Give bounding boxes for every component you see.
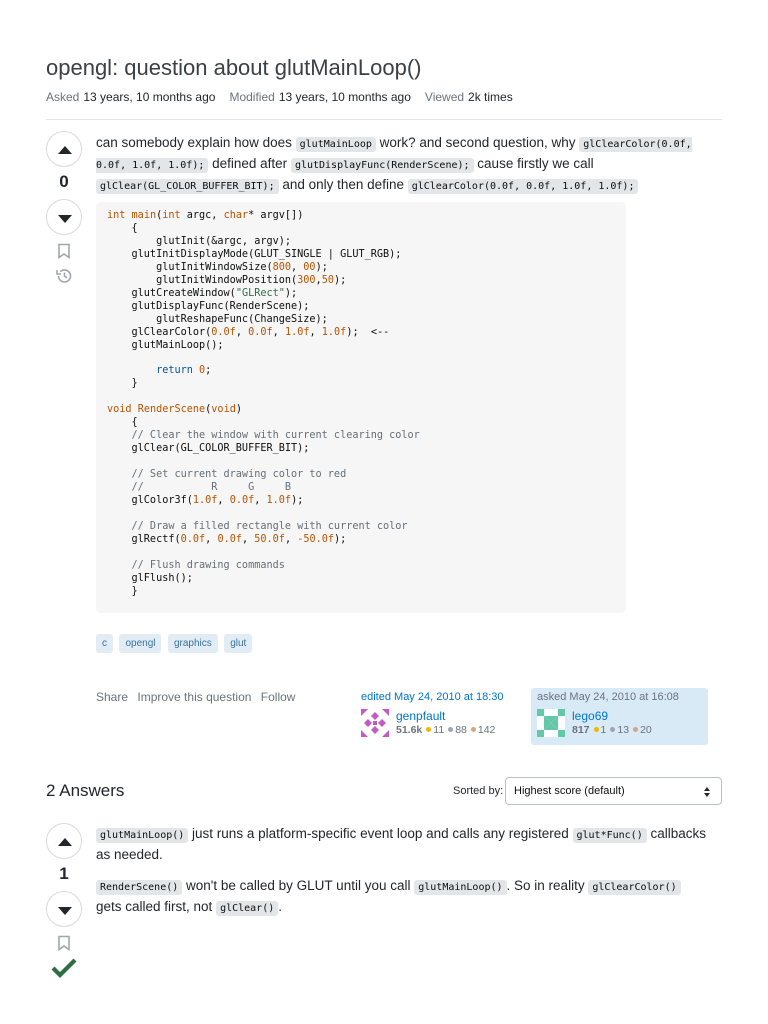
tag-list: [96, 633, 254, 653]
question-upvote-button[interactable]: [46, 131, 82, 167]
code-block: [96, 202, 626, 613]
code-line: glClearColor(0.0f, 0.0f, 1.0f, 1.0f); <--: [107, 326, 390, 338]
code-line: }: [107, 378, 138, 390]
answer-score: 1: [59, 864, 69, 883]
code-line: glutInitWindowSize(800, 00);: [107, 261, 328, 273]
code-line: glutDisplayFunc(RenderScene);: [107, 300, 310, 312]
arrow-down-icon: [57, 906, 73, 915]
code-line: {: [107, 417, 138, 429]
code-line: glutInitDisplayMode(GLUT_SINGLE | GLUT_RGB);: [107, 248, 402, 260]
inline-code: glClearColor(0.0f, 0.0f, 1.0f, 1.0f);: [96, 139, 692, 171]
sort-select[interactable]: [505, 777, 722, 805]
answer-paragraph-2: RenderScene() won't be called by GLUT until you call glutMainLoop() . So in reality glClearColor() gets called first, not glClear() .: [96, 876, 706, 918]
tag-c[interactable]: c: [96, 634, 113, 653]
inline-code: glClear(GL_COLOR_BUFFER_BIT);: [96, 179, 279, 194]
code-line: // Draw a filled rectangle with current color: [107, 520, 408, 532]
inline-code: glClearColor(): [588, 880, 680, 895]
follow-link[interactable]: Follow: [260, 690, 296, 704]
share-link[interactable]: Share: [96, 690, 129, 704]
code-line: // Set current drawing color to red: [107, 469, 347, 481]
code-line: glClear(GL_COLOR_BUFFER_BIT);: [107, 443, 310, 455]
code-line: {: [107, 222, 138, 234]
arrow-down-icon: [57, 214, 73, 223]
sort-label: Sorted by:: [453, 785, 504, 797]
code-line: glutMainLoop();: [107, 339, 224, 351]
tag-opengl[interactable]: opengl: [119, 634, 161, 653]
code-line: }: [107, 585, 138, 597]
inline-code: glutMainLoop(): [96, 828, 188, 843]
bookmark-icon: [57, 935, 71, 951]
bookmark-icon: [57, 243, 71, 259]
modified-value[interactable]: 13 years, 10 months ago: [278, 90, 411, 104]
inline-code: glutDisplayFunc(RenderScene);: [291, 158, 474, 173]
answers-heading: 2 Answers: [46, 781, 125, 800]
inline-code: RenderScene(): [96, 880, 182, 895]
modified-label: Modified: [229, 90, 275, 104]
code-line: glFlush();: [107, 572, 193, 584]
code-line: glColor3f(1.0f, 0.0f, 1.0f);: [107, 494, 304, 506]
question-score: 0: [59, 172, 69, 191]
editor-card: [361, 691, 504, 703]
owner-avatar[interactable]: [537, 709, 565, 737]
viewed-label: Viewed: [424, 90, 465, 104]
inline-code: glClearColor(0.0f, 0.0f, 1.0f, 1.0f);: [408, 179, 639, 194]
improve-question-link[interactable]: Improve this question: [137, 690, 252, 704]
code-line: // Clear the window with current clearing color: [107, 430, 420, 442]
question-meta: [46, 90, 527, 104]
code-line: int main(int argc, char* argv[]): [107, 210, 304, 221]
question-downvote-button[interactable]: [46, 199, 82, 235]
code-line: glutCreateWindow("GLRect");: [107, 287, 298, 299]
code-line: glutInitWindowPosition(300,50);: [107, 274, 347, 286]
inline-code: glClear(): [216, 901, 278, 916]
arrow-up-icon: [57, 145, 73, 154]
question-body-text: can somebody explain how does glutMainLoop work? and second question, why glClearColor(0.0f, 0.0f, 1.0f, 1.0f); defined after glutDisplayFunc(RenderScene); cause firstly we call glClear(GL_COLOR_BUFFER_BIT); and only then define glClearColor(0.0f, 0.0f, 1.0f, 1.0f);: [96, 135, 692, 192]
history-icon: [55, 267, 73, 285]
code-line: return 0;: [156, 365, 212, 377]
tag-graphics[interactable]: graphics: [168, 634, 218, 653]
code-line: glutInit(&argc, argv);: [107, 235, 292, 247]
answer-bookmark-button[interactable]: [57, 935, 71, 956]
header-divider: [46, 119, 722, 120]
history-button[interactable]: [55, 267, 73, 290]
question-title[interactable]: opengl: question about glutMainLoop(): [46, 55, 422, 80]
inline-code: glutMainLoop: [296, 137, 376, 152]
answer-paragraph-1: glutMainLoop() just runs a platform-specific event loop and calls any registered glut*Func() callbacks as needed.: [96, 826, 707, 862]
owner-reputation: 817 1 13 20: [572, 724, 652, 736]
tag-glut[interactable]: glut: [224, 634, 252, 653]
asked-value[interactable]: 13 years, 10 months ago: [83, 90, 216, 104]
editor-avatar[interactable]: [361, 709, 389, 737]
sort-select-value: Highest score (default): [514, 785, 625, 797]
code-line: void RenderScene(void): [107, 404, 242, 416]
checkmark-icon: [51, 957, 77, 979]
code-line: glRectf(0.0f, 0.0f, 50.0f, -50.0f);: [107, 533, 347, 545]
bookmark-button[interactable]: [57, 243, 71, 264]
viewed-value: 2k times: [468, 90, 513, 104]
asked-timestamp[interactable]: asked May 24, 2010 at 16:08: [537, 691, 679, 703]
chevron-updown-icon: [703, 786, 711, 798]
code-line: glutReshapeFunc(ChangeSize);: [107, 313, 328, 325]
accepted-answer-mark: [51, 957, 77, 984]
owner-name[interactable]: lego69: [572, 709, 609, 723]
code-line: // Flush drawing commands: [107, 559, 285, 571]
inline-code: glut*Func(): [573, 828, 647, 843]
arrow-up-icon: [57, 837, 73, 846]
code-content: [107, 210, 615, 599]
code-line: // R G B: [107, 482, 292, 494]
edited-timestamp[interactable]: edited May 24, 2010 at 18:30: [361, 691, 504, 703]
asked-label: Asked: [46, 90, 80, 104]
editor-reputation: 51.6k 11 88 142: [396, 724, 496, 736]
inline-code: glutMainLoop(): [414, 880, 506, 895]
answer-downvote-button[interactable]: [46, 891, 82, 927]
editor-name[interactable]: genpfault: [396, 709, 446, 723]
post-menu: [96, 690, 301, 704]
answer-upvote-button[interactable]: [46, 823, 82, 859]
